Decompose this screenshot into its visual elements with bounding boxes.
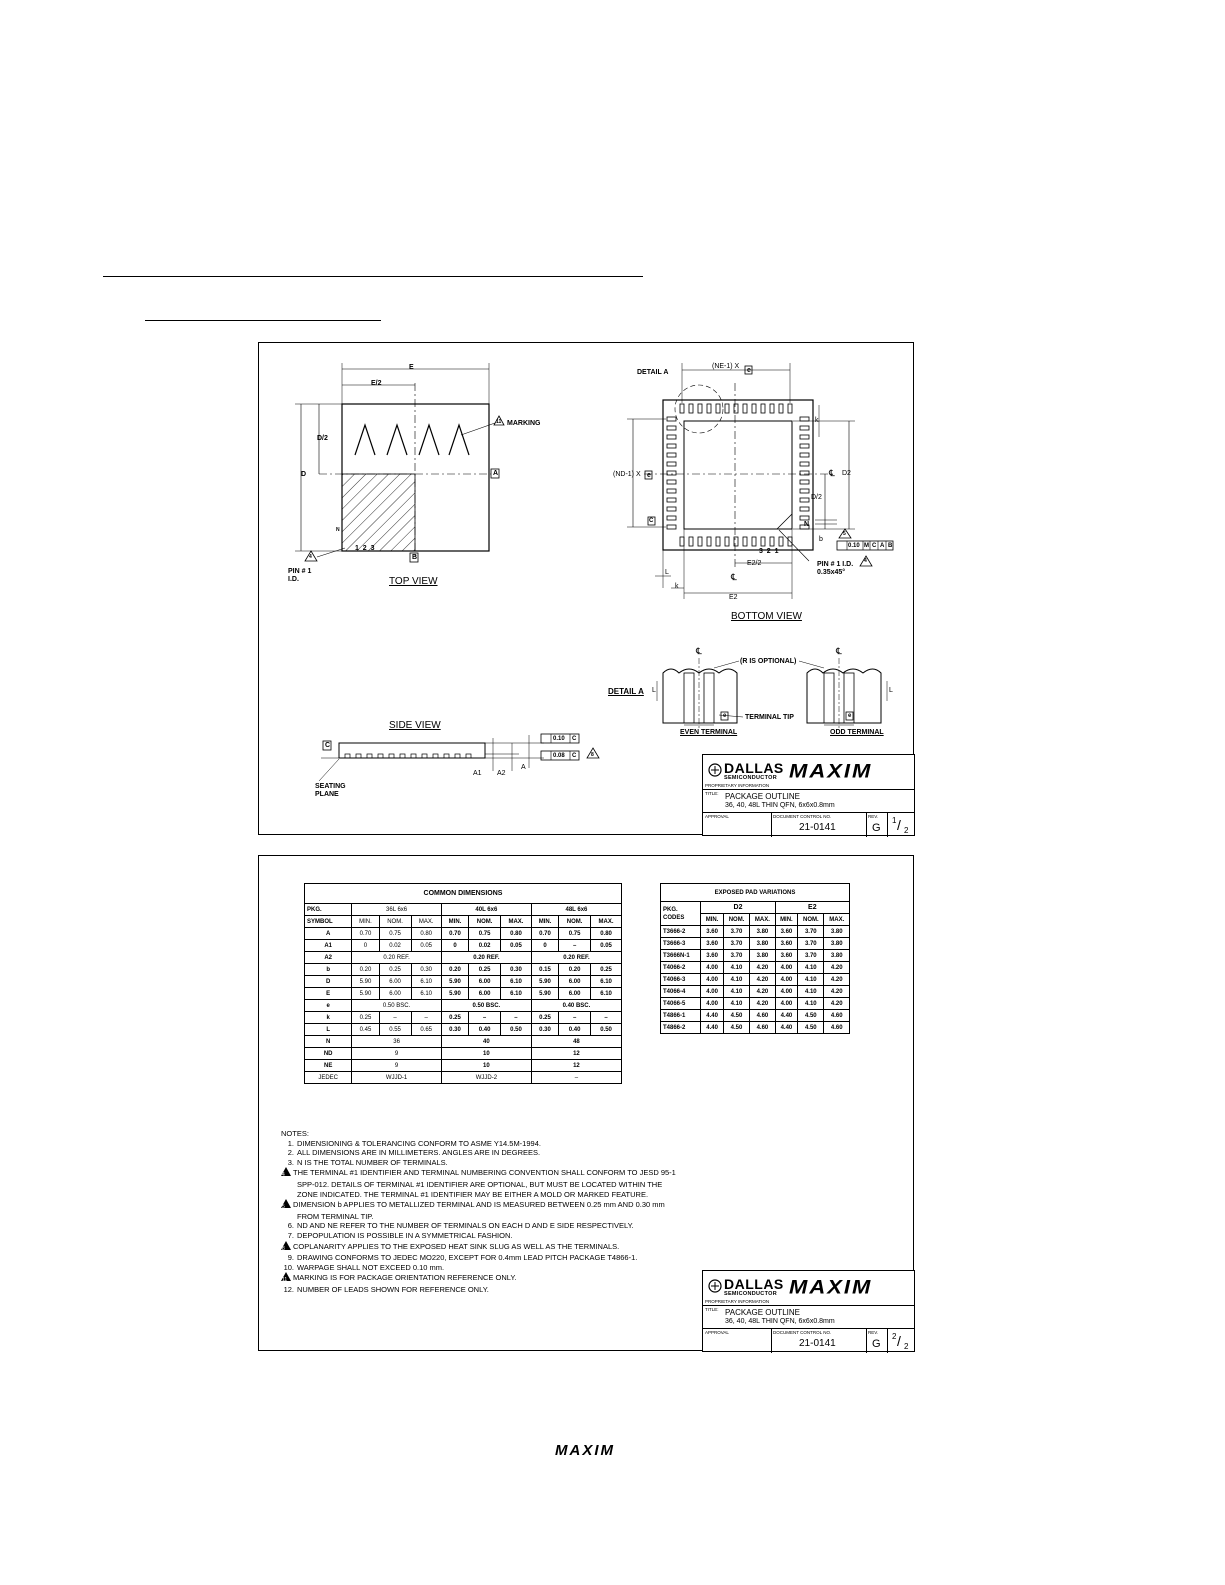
note-line: 1. DIMENSIONING & TOLERANCING CONFORM TO ASME Y14.5M-1994.	[287, 1138, 541, 1148]
table-row: T4066-3 4.00 4.10 4.20 4.00 4.10 4.20	[661, 974, 850, 986]
bottom-view-datum-m: M	[864, 543, 869, 549]
side-view-C-box: C	[325, 742, 331, 749]
note-line: 6. ND AND NE REFER TO THE NUMBER OF TERMINALS ON EACH D AND E SIDE RESPECTIVELY.	[287, 1221, 634, 1231]
page-den: 2	[904, 826, 909, 835]
bottom-view-cl2-label: ℄	[731, 572, 737, 582]
bottom-view-datum-b: B	[888, 543, 893, 549]
table-row: T3666-3 3.60 3.70 3.80 3.60 3.70 3.80	[661, 938, 850, 950]
detail-a-even: EVEN TERMINAL	[680, 729, 738, 736]
side-view-A: A	[521, 764, 526, 771]
table-row: T3666-2 3.60 3.70 3.80 3.60 3.70 3.80	[661, 926, 850, 938]
top-view-A-datum: A	[493, 470, 499, 477]
detail-a-cl2: ℄	[836, 646, 842, 656]
note-line: 12. NUMBER OF LEADS SHOWN FOR REFERENCE ONLY.	[283, 1284, 489, 1294]
bottom-view-pin1-note: 4	[864, 558, 867, 564]
bottom-view-title: BOTTOM VIEW	[731, 611, 802, 622]
table-row: A2 0.20 REF. 0.20 REF. 0.20 REF.	[305, 952, 622, 964]
bottom-view-b-label: b	[819, 536, 823, 543]
proprietary-label: PROPRIETARY INFORMATION	[705, 1299, 770, 1304]
note-line: ZONE INDICATED. THE TERMINAL #1 IDENTIFIER MAY BE EITHER A MOLD OR MARKED FEATURE.	[297, 1189, 649, 1199]
table-row: T3666N-1 3.60 3.70 3.80 3.60 3.70 3.80	[661, 950, 850, 962]
page-den: 2	[904, 1342, 909, 1351]
page-slash: /	[897, 1333, 901, 1349]
side-view-tol1: 0.10	[553, 736, 565, 742]
bottom-view-k2-label: k	[675, 583, 679, 590]
table-row: E 5.90 6.00 6.10 5.90 6.00 6.10 5.90 6.00 6.10	[305, 988, 622, 1000]
approval-label: APPROVAL	[705, 1330, 729, 1335]
note-line: 8 COPLANARITY APPLIES TO THE EXPOSED HEAT SINK SLUG AS WELL AS THE TERMINALS.	[282, 1241, 620, 1252]
table-row: T4866-2 4.40 4.50 4.60 4.40 4.50 4.60	[661, 1022, 850, 1034]
table-row: A 0.70 0.75 0.80 0.70 0.75 0.80 0.70 0.75 0.80	[305, 928, 622, 940]
side-view-title: SIDE VIEW	[389, 720, 441, 731]
side-view-seating: SEATING	[315, 783, 346, 790]
top-view-D2-label: D/2	[317, 435, 328, 442]
bottom-view-D2-2-label: D/2	[811, 494, 822, 501]
detail-a-terminal-tip: TERMINAL TIP	[745, 714, 794, 721]
title-line2: 36, 40, 48L THIN QFN, 6x6x0.8mm	[725, 802, 835, 809]
notes-heading: NOTES:	[281, 1129, 309, 1138]
common-dimensions-table: COMMON DIMENSIONS PKG. 36L 6x6 40L 6x6 48L 6x6 SYMBOL MIN. NOM. MAX. MIN. NOM. MAX. MIN. NOM. MAX. A 0.70 0.75 0.80 0.70 0.75 0.80 0.70 0.75 0.80 A1 0 0.02 0.05 0 0.02 0.05 0 – 0.05 A2 0.20 REF. 0.20 REF. 0.20 REF. b 0.20 0.25 0.30 0.20 0.25 0.30 0.15 0.20 0.25 D 5.90 6.00 6.10 5.90 6.00 6.10 5.90 6.00 6.10 E 5.90 6.00 6.10 5.90 6.00 6.10 5.90 6.00 6.10 e 0.50 BSC. 0.50 BSC. 0.40 BSC. k 0.25 – – 0.25 – – 0.25 – – L 0.45 0.55 0.65 0.30 0.40 0.50 0.30 0.40 0.50 N 36 40 48 ND 9 10 12 NE 9 10 12 JEDEC WJJD-1 WJJD-2 –	[304, 883, 622, 1084]
title-label: TITLE:	[705, 1307, 719, 1312]
title-line2: 36, 40, 48L THIN QFN, 6x6x0.8mm	[725, 1318, 835, 1325]
table-row: L 0.45 0.55 0.65 0.30 0.40 0.50 0.30 0.40 0.50	[305, 1024, 622, 1036]
dallas-logo-icon	[708, 1279, 722, 1293]
rev-value: G	[872, 1338, 881, 1350]
note-line: 5 DIMENSION b APPLIES TO METALLIZED TERMINAL AND IS MEASURED BETWEEN 0.25 mm AND 0.30 mm	[282, 1200, 665, 1211]
approval-label: APPROVAL	[705, 814, 729, 819]
bottom-view-L-label: L	[665, 569, 669, 576]
top-view-B-datum: B	[412, 554, 418, 561]
maxim-logo: MAXIM	[789, 1275, 873, 1298]
top-view-marking-note: 11	[496, 419, 502, 425]
note-line: SPP-012. DETAILS OF TERMINAL #1 IDENTIFIER ARE OPTIONAL, BUT MUST BE LOCATED WITHIN THE	[297, 1179, 663, 1189]
proprietary-label: PROPRIETARY INFORMATION	[705, 783, 770, 788]
doc-number: 21-0141	[799, 1338, 836, 1349]
top-view-E-label: E	[409, 364, 414, 371]
rev-value: G	[872, 822, 881, 834]
detail-a-title: DETAIL A	[608, 687, 644, 696]
title-block-2	[702, 1270, 915, 1352]
bottom-view-nd-label: (ND-1) X	[613, 471, 641, 478]
semiconductor-wordmark: SEMICONDUCTOR	[724, 775, 777, 781]
detail-a-L2: L	[889, 687, 893, 694]
table-row: N 36 40 48	[305, 1036, 622, 1048]
detail-a-e1: e	[723, 713, 727, 719]
footer-maxim-logo: MAXIM	[555, 1442, 615, 1459]
note-line: 9. DRAWING CONFORMS TO JEDEC MO220, EXCEPT FOR 0.4mm LEAD PITCH PACKAGE T4866-1.	[287, 1253, 638, 1263]
detail-a-e2: e	[848, 713, 852, 719]
bottom-view-cl-label: ℄	[829, 468, 835, 478]
table-row: ND 9 10 12	[305, 1048, 622, 1060]
doc-control-label: DOCUMENT CONTROL NO.	[773, 1330, 832, 1335]
detail-a-L1: L	[652, 687, 656, 694]
maxim-logo: MAXIM	[789, 759, 873, 782]
table-row: D 5.90 6.00 6.10 5.90 6.00 6.10 5.90 6.00 6.10	[305, 976, 622, 988]
table-row: T4066-2 4.00 4.10 4.20 4.00 4.10 4.20	[661, 962, 850, 974]
note-line: 7. DEPOPULATION IS POSSIBLE IN A SYMMETRICAL FASHION.	[287, 1230, 513, 1240]
dallas-logo-icon	[708, 763, 722, 777]
detail-a-r-optional: (R IS OPTIONAL)	[740, 658, 797, 665]
detail-a-odd: ODD TERMINAL	[830, 729, 884, 736]
bottom-view-k-label: k	[815, 417, 819, 424]
side-view-note8: 8	[591, 752, 594, 758]
page-num: 2	[892, 1332, 897, 1341]
dallas-wordmark: DALLAS	[724, 760, 784, 776]
bottom-view-tol: 0.10	[848, 543, 860, 549]
bottom-view-chamfer: 0.35x45°	[817, 569, 846, 576]
title-line1: PACKAGE OUTLINE	[725, 792, 800, 801]
table-row: T4066-4 4.00 4.10 4.20 4.00 4.10 4.20	[661, 986, 850, 998]
top-view-E2-label: E/2	[371, 380, 382, 387]
drawing-sheet-2	[258, 855, 914, 1351]
top-view-N-label: N	[336, 527, 340, 533]
note-line: FROM TERMINAL TIP.	[297, 1211, 374, 1221]
top-view-D-label: D	[301, 471, 307, 478]
bottom-view-detail-a-label: DETAIL A	[637, 369, 669, 376]
side-view-A2: A2	[497, 770, 506, 777]
bottom-view-note5: 5	[843, 531, 846, 537]
note-line: 2. ALL DIMENSIONS ARE IN MILLIMETERS. ANGLES ARE IN DEGREES.	[287, 1148, 541, 1158]
page-slash: /	[897, 817, 901, 833]
note-line: 11 MARKING IS FOR PACKAGE ORIENTATION REFERENCE ONLY.	[282, 1273, 517, 1284]
doc-control-label: DOCUMENT CONTROL NO.	[773, 814, 832, 819]
rev-label: REV.	[868, 814, 879, 819]
title-block-1	[702, 754, 915, 836]
bottom-view-pin1-label: PIN # 1 I.D.	[817, 561, 854, 568]
title-line1: PACKAGE OUTLINE	[725, 1308, 800, 1317]
bottom-view-D2-label: D2	[842, 470, 851, 477]
table-row: k 0.25 – – 0.25 – – 0.25 – –	[305, 1012, 622, 1024]
side-view-A1: A1	[473, 770, 482, 777]
exposed-pad-title: EXPOSED PAD VARIATIONS	[661, 884, 850, 902]
bottom-view-C-box: C	[649, 518, 654, 524]
note-line: 3. N IS THE TOTAL NUMBER OF TERMINALS.	[287, 1157, 448, 1167]
bottom-view-datum-c: C	[872, 543, 877, 549]
table-row: b 0.20 0.25 0.30 0.20 0.25 0.30 0.15 0.20 0.25	[305, 964, 622, 976]
drawing-sheet-1	[258, 342, 914, 835]
table-row: A1 0 0.02 0.05 0 0.02 0.05 0 – 0.05	[305, 940, 622, 952]
bottom-view-pin-numbers: 3 2 1	[759, 548, 779, 555]
bottom-view-E2-2-label: E2/2	[747, 560, 762, 567]
exposed-pad-table: EXPOSED PAD VARIATIONS PKG. CODES D2 E2 MIN. NOM. MAX. MIN. NOM. MAX. T3666-2 3.60 3.70 3.80 3.60 3.70 3.80 T3666-3 3.60 3.70 3.80 3.60 3.70 3.80 T3666N-1 3.60 3.70 3.80 3.60 3.70 3.80 T4066-2 4.00 4.10 4.20 4.00 4.10 4.20 T4066-3 4.00 4.10 4.20 4.00 4.10 4.20 T4066-4 4.00 4.10 4.20 4.00 4.10 4.20 T4066-5 4.00 4.10 4.20 4.00 4.10 4.20 T4866-1 4.40 4.50 4.60 4.40 4.50 4.60 T4866-2 4.40 4.50 4.60 4.40 4.50 4.60	[660, 883, 850, 1034]
side-view-tol1-datum: C	[572, 736, 577, 742]
header-rule-long	[103, 276, 643, 277]
table-row: NE 9 10 12	[305, 1060, 622, 1072]
rev-label: REV.	[868, 1330, 879, 1335]
notes-block	[281, 1129, 676, 1295]
side-view-tol2-datum: C	[572, 753, 577, 759]
table-row: T4866-1 4.40 4.50 4.60 4.40 4.50 4.60	[661, 1010, 850, 1022]
table-row: e 0.50 BSC. 0.50 BSC. 0.40 BSC.	[305, 1000, 622, 1012]
dallas-wordmark: DALLAS	[724, 1276, 784, 1292]
note-line: 10. WARPAGE SHALL NOT EXCEED 0.10 mm.	[283, 1262, 445, 1272]
top-view-marking-label: MARKING	[507, 420, 541, 427]
detail-a-cl1: ℄	[696, 646, 702, 656]
bottom-view-ne-label: (NE-1) X	[712, 363, 740, 370]
semiconductor-wordmark: SEMICONDUCTOR	[724, 1291, 777, 1297]
note-line: 4 THE TERMINAL #1 IDENTIFIER AND TERMINAL NUMBERING CONVENTION SHALL CONFORM TO JESD 95-1	[282, 1168, 676, 1179]
top-view-pin-numbers: 1 2 3	[355, 545, 375, 552]
top-view-pin1-label: PIN # 1	[288, 568, 312, 575]
bottom-view-e-label: e	[747, 367, 751, 374]
side-view-tol2: 0.08	[553, 753, 565, 759]
top-view-pin1-id: I.D.	[288, 576, 299, 583]
side-view-plane: PLANE	[315, 791, 339, 798]
doc-number: 21-0141	[799, 822, 836, 833]
table-row: T4066-5 4.00 4.10 4.20 4.00 4.10 4.20	[661, 998, 850, 1010]
header-rule-short	[145, 320, 381, 321]
title-label: TITLE:	[705, 791, 719, 796]
bottom-view-nd-e: e	[647, 472, 651, 479]
table-row: JEDEC WJJD-1 WJJD-2 –	[305, 1072, 622, 1084]
top-view-pin1-note: 4	[309, 554, 312, 560]
common-dim-title: COMMON DIMENSIONS	[305, 884, 622, 904]
bottom-view-datum-a: A	[880, 543, 885, 549]
top-view-title: TOP VIEW	[389, 576, 438, 587]
bottom-view-N-label: N	[804, 521, 810, 528]
page-num: 1	[892, 816, 897, 825]
bottom-view-E2-label: E2	[729, 594, 738, 601]
